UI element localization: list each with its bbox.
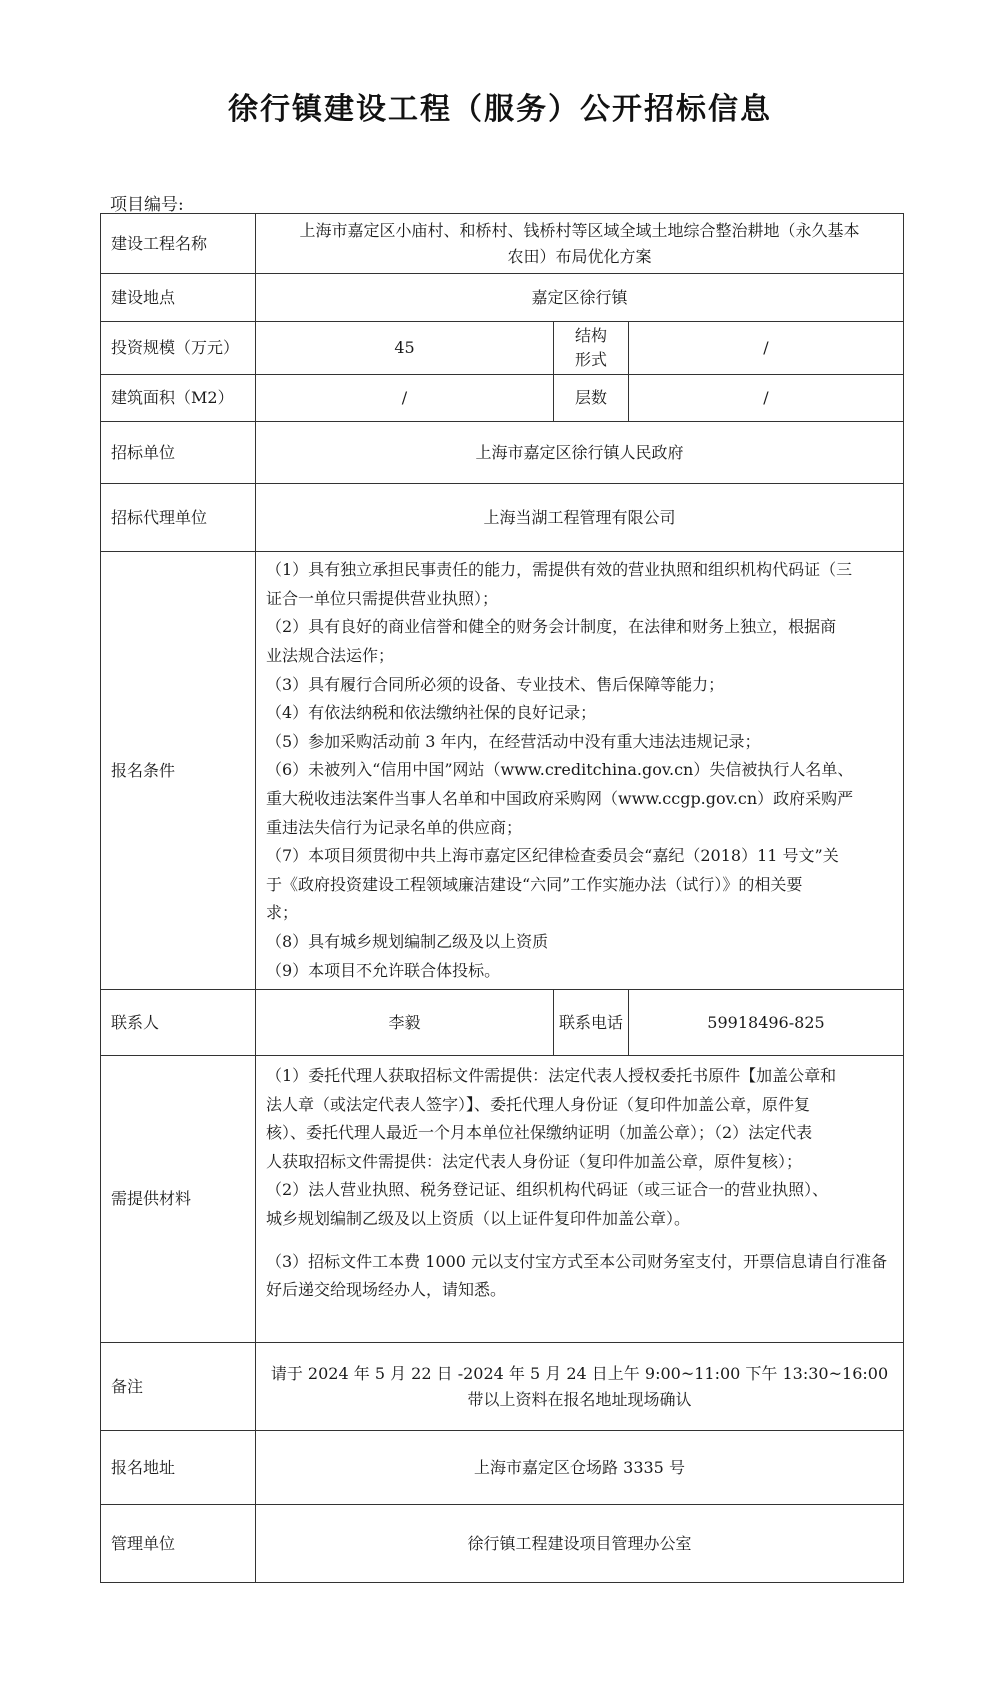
row-materials — [101, 1056, 904, 1343]
condition-line: 求； — [266, 903, 299, 923]
structure-label-line: 形式 — [574, 350, 607, 370]
row-conditions — [101, 552, 904, 990]
material-extra-line: （3）招标文件工本费 1000 元以支付宝方式至本公司财务室支付，开票信息请自行准备 — [266, 1251, 888, 1271]
row-location — [101, 274, 904, 322]
condition-line: （9）本项目不允许联合体投标。 — [266, 960, 501, 980]
condition-line: （7）本项目须贯彻中共上海市嘉定区纪律检查委员会“嘉纪（2018）11 号文”关 — [266, 846, 839, 866]
material-line: 城乡规划编制乙级及以上资质（以上证件复印件加盖公章）。 — [266, 1209, 691, 1229]
row-investment — [101, 322, 904, 375]
location-value: 嘉定区徐行镇 — [256, 274, 904, 322]
tenderer-label: 招标单位 — [101, 422, 256, 484]
investment-label: 投资规模（万元） — [101, 322, 256, 375]
condition-line: 证合一单位只需提供营业执照）； — [266, 588, 499, 608]
material-line: 核）、委托代理人最近一个月本单位社保缴纳证明（加盖公章）；（2）法定代表 — [266, 1123, 813, 1143]
floors-value: / — [629, 375, 904, 422]
condition-line: 业法规合法运作； — [266, 645, 395, 665]
tender-info-table — [100, 213, 904, 1583]
condition-line: （3）具有履行合同所必须的设备、专业技术、售后保障等能力； — [266, 674, 725, 694]
materials-label: 需提供材料 — [101, 1056, 256, 1343]
materials-value — [256, 1056, 904, 1343]
register-address-label: 报名地址 — [101, 1431, 256, 1505]
material-extra — [266, 1248, 893, 1305]
material-extra-line: 好后递交给现场经办人，请知悉。 — [266, 1280, 507, 1300]
remarks-line: 带以上资料在报名地址现场确认 — [467, 1389, 692, 1409]
agency-label: 招标代理单位 — [101, 484, 256, 552]
remarks-value — [256, 1343, 904, 1431]
project-name-label: 建设工程名称 — [101, 214, 256, 274]
material-line: （2）法人营业执照、税务登记证、组织机构代码证（或三证合一的营业执照）、 — [266, 1180, 829, 1200]
area-label: 建筑面积（M2） — [101, 375, 256, 422]
remarks-label: 备注 — [101, 1343, 256, 1431]
row-agency — [101, 484, 904, 552]
row-register-address — [101, 1431, 904, 1505]
contact-value: 李毅 — [256, 990, 554, 1056]
phone-value: 59918496-825 — [629, 990, 904, 1056]
row-area — [101, 375, 904, 422]
condition-line: （8）具有城乡规划编制乙级及以上资质 — [266, 931, 549, 951]
structure-label — [554, 322, 629, 375]
row-remarks — [101, 1343, 904, 1431]
row-management — [101, 1505, 904, 1583]
material-line: （1）委托代理人获取招标文件需提供：法定代表人授权委托书原件【加盖公章和 — [266, 1066, 837, 1086]
row-project-name — [101, 214, 904, 274]
floors-label: 层数 — [554, 375, 629, 422]
condition-line: 重违法失信行为记录名单的供应商； — [266, 817, 523, 837]
register-address-value: 上海市嘉定区仓场路 3335 号 — [256, 1431, 904, 1505]
condition-line: （6）未被列入“信用中国”网站（www.creditchina.gov.cn）失信被执行人名单、 — [266, 760, 854, 780]
condition-line: 于《政府投资建设工程领域廉洁建设“六同”工作实施办法（试行）》的相关要 — [266, 874, 803, 894]
structure-label-line: 结构 — [574, 326, 607, 346]
condition-line: （2）具有良好的商业信誉和健全的财务会计制度，在法律和财务上独立，根据商 — [266, 617, 837, 637]
condition-line: 重大税收违法案件当事人名单和中国政府采购网（www.ccgp.gov.cn）政府采购严 — [266, 788, 854, 808]
area-value: / — [256, 375, 554, 422]
phone-label: 联系电话 — [554, 990, 629, 1056]
management-value: 徐行镇工程建设项目管理办公室 — [256, 1505, 904, 1583]
row-contact — [101, 990, 904, 1056]
condition-line: （5）参加采购活动前 3 年内，在经营活动中没有重大违法违规记录； — [266, 731, 761, 751]
project-name-value — [256, 214, 904, 274]
management-label: 管理单位 — [101, 1505, 256, 1583]
project-name-line: 上海市嘉定区小庙村、和桥村、钱桥村等区域全域土地综合整治耕地（永久基本 — [299, 221, 860, 240]
row-tenderer — [101, 422, 904, 484]
location-label: 建设地点 — [101, 274, 256, 322]
project-number-label: 项目编号: — [110, 195, 184, 215]
contact-label: 联系人 — [101, 990, 256, 1056]
project-name-line: 农田）布局优化方案 — [507, 246, 652, 266]
conditions-value — [256, 552, 904, 990]
conditions-label: 报名条件 — [101, 552, 256, 990]
structure-value: / — [629, 322, 904, 375]
material-line: 法人章（或法定代表人签字）】、委托代理人身份证（复印件加盖公章，原件复 — [266, 1094, 811, 1114]
agency-value: 上海当湖工程管理有限公司 — [256, 484, 904, 552]
condition-line: （1）具有独立承担民事责任的能力，需提供有效的营业执照和组织机构代码证（三 — [266, 560, 853, 580]
condition-line: （4）有依法纳税和依法缴纳社保的良好记录； — [266, 703, 597, 723]
investment-value: 45 — [256, 322, 554, 375]
remarks-line: 请于 2024 年 5 月 22 日 -2024 年 5 月 24 日上午 9:00~11:00 下午 13:30~16:00 — [270, 1364, 889, 1383]
page-title: 徐行镇建设工程（服务）公开招标信息 — [228, 92, 772, 127]
material-line: 人获取招标文件需提供：法定代表人身份证（复印件加盖公章，原件复核）； — [266, 1151, 803, 1171]
tenderer-value: 上海市嘉定区徐行镇人民政府 — [256, 422, 904, 484]
